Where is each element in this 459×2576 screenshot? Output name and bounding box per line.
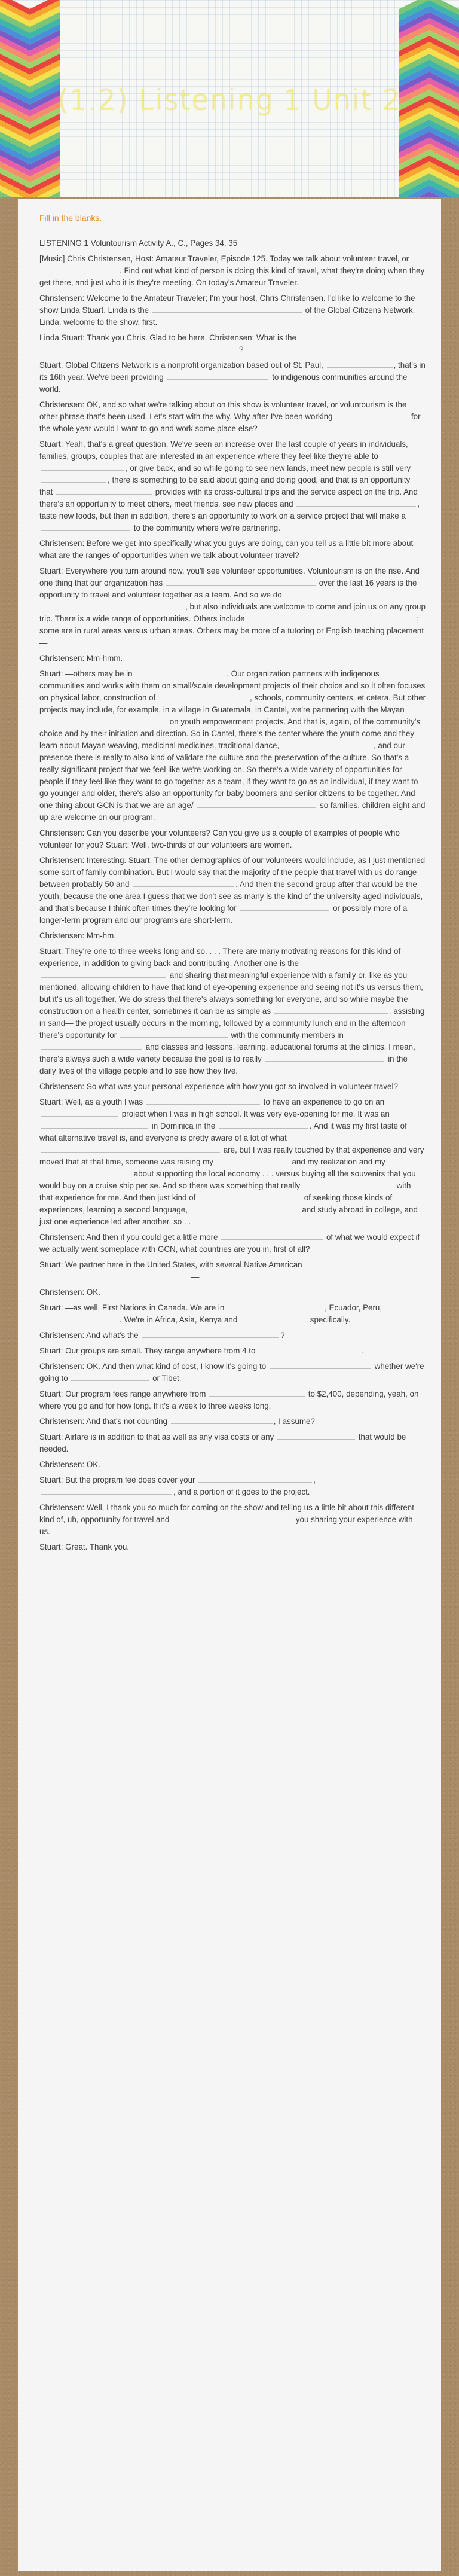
transcript-text: . Find out what kind of person is doing this kind of travel, what they're doing when they get there, and just who it is they're meeting. On today's Amateur Traveler.: [39, 266, 425, 287]
fill-in-blank[interactable]: [173, 1514, 292, 1522]
fill-in-blank[interactable]: [171, 1416, 273, 1424]
transcript-text: with the community members in: [228, 1031, 344, 1039]
transcript-paragraph: [39, 538, 426, 562]
transcript-text: Stuart: We partner here in the United States, with several Native American: [39, 1260, 302, 1269]
transcript-paragraph: [39, 1541, 426, 1553]
fill-in-blank[interactable]: [159, 692, 249, 700]
fill-in-blank[interactable]: [41, 1041, 142, 1050]
fill-in-blank[interactable]: [41, 1144, 220, 1153]
transcript-text: ; some are in rural areas versus urban areas. Others may be more of a tutoring or English teaching placement—: [39, 614, 424, 647]
fill-in-blank[interactable]: [71, 1373, 149, 1381]
transcript-text: . Our organization partners with indigenous communities and works with them on small/scale development projects of their choice and so it often focuses on physical labor, construction of: [39, 669, 426, 702]
transcript-paragraph: [39, 253, 426, 289]
transcript-text: Christensen: OK.: [39, 1288, 100, 1297]
transcript-text: you sharing your experience with us.: [39, 1515, 413, 1536]
fill-in-blank[interactable]: [219, 1120, 308, 1129]
transcript-text: to indigenous communities around the world.: [39, 373, 408, 394]
transcript-text: , and a portion of it goes to the project.: [173, 1487, 310, 1496]
fill-in-blank[interactable]: [191, 1204, 299, 1212]
transcript-text: Stuart: Our groups are small. They range anywhere from 4 to: [39, 1346, 258, 1355]
transcript-text: and study abroad in college, and just one experience led after another, so . .: [39, 1205, 418, 1226]
transcript-text: , taste new foods, but then in addition, there's an opportunity to work on a service project that will make a: [39, 499, 420, 520]
fill-in-blank[interactable]: [41, 1108, 118, 1117]
fill-in-blank[interactable]: [209, 1388, 305, 1397]
transcript-text: Christensen: Before we get into specifically what you guys are doing, can you tell us a little bit more about what are the ranges of opportunities when we talk about volunteer travel?: [39, 539, 414, 560]
transcript-text: Stuart: They're one to three weeks long and so. . . . There are many motivating reasons for this kind of experience, in addition to giving back and contributing. Another one is the: [39, 947, 401, 968]
transcript-text: of the Global Citizens Network. Linda, welcome to the show, first.: [39, 306, 415, 327]
transcript-paragraph: [39, 827, 426, 851]
transcript-paragraph: [39, 1459, 426, 1471]
transcript-text: Christensen: Can you describe your volunteers? Can you give us a couple of examples of people who volunteer for you? Stuart: Well, two-thirds of our volunteers are women.: [39, 828, 400, 849]
fill-in-blank[interactable]: [41, 970, 166, 978]
transcript-text: , assisting in sand— the project usually occurs in the morning, followed by a community lunch and in the afternoon there's opportunity for: [39, 1007, 425, 1039]
fill-in-blank[interactable]: [304, 1180, 393, 1188]
fill-in-blank[interactable]: [56, 486, 152, 495]
fill-in-blank[interactable]: [270, 1361, 371, 1369]
transcript-text: and classes and lessons, learning, educational forums at the clinics. I mean, there's always such a wide variety because the goal is to really: [39, 1042, 415, 1063]
transcript-paragraph: [39, 565, 426, 649]
fill-in-blank[interactable]: [133, 879, 234, 887]
transcript-text: provides with its cross-cultural trips and the service aspect on the trip. And there's an opportunity to meet others, meet friends, see new places and: [39, 487, 418, 508]
transcript-text: Stuart: Great. Thank you.: [39, 1542, 130, 1551]
transcript-text: or possibly more of a longer-term program and our programs are short-term.: [39, 904, 408, 925]
transcript-text: Stuart: Yeah, that's a great question. We've seen an increase over the last couple of years in individuals, families, groups, couples that are interested in an experience where they feel like they're able to: [39, 440, 408, 461]
transcript-paragraph: [39, 1431, 426, 1455]
transcript-text: and sharing that meaningful experience with a family or, like as you mentioned, allowing children to have that kind of eye-opening experience and seeing not it's us versus them, but it's us all together. We do stress that there's always something for everyone, and so while maybe the construction on a health center, sometimes it can be as simple as: [39, 971, 423, 1016]
transcript-text: Linda Stuart: Thank you Chris. Glad to be here. Christensen: What is the: [39, 333, 296, 342]
fill-in-blank[interactable]: [197, 800, 316, 808]
transcript-text: Christensen: And that's not counting: [39, 1417, 170, 1426]
transcript-text: , schools, community centers, et cetera. But other projects may include, for example, in a village in Guatemala, in Cantel, we're partnering with the Mayan: [39, 693, 426, 714]
fill-in-blank[interactable]: [41, 1168, 130, 1176]
transcript-text: and my realization and my: [289, 1157, 385, 1166]
fill-in-blank[interactable]: [199, 1192, 301, 1200]
transcript-text: to have an experience to go on an: [261, 1098, 385, 1106]
fill-in-blank[interactable]: [41, 474, 106, 483]
transcript-paragraph: [39, 399, 426, 435]
fill-in-blank[interactable]: [146, 1096, 260, 1105]
fill-in-blank[interactable]: [167, 371, 268, 380]
fill-in-blank[interactable]: [327, 359, 393, 368]
transcript-text: to $2,400, depending, yeah, on where you go and for how long. If it's a week to three weeks long.: [39, 1389, 419, 1410]
fill-in-blank[interactable]: [41, 1486, 172, 1495]
transcript-paragraph: [39, 668, 426, 824]
fill-in-blank[interactable]: [241, 1314, 307, 1322]
transcript-text: Christensen: Interesting. Stuart: The other demographics of our volunteers would include, as I just mentioned some sort of family combination. But I would say that the majority of the people that travel with us do range between probably 50 and: [39, 856, 426, 889]
transcript-paragraph: [39, 1081, 426, 1093]
transcript-text: of seeking those kinds of experiences, learning a second language,: [39, 1193, 393, 1214]
instructions: Fill in the blanks.: [39, 213, 102, 222]
transcript-text: Christensen: So what was your personal experience with how you got so involved in volunteer travel?: [39, 1082, 398, 1091]
transcript-text: specifically.: [308, 1315, 351, 1324]
fill-in-blank[interactable]: [142, 1330, 279, 1338]
transcript-text: or Tibet.: [150, 1374, 182, 1383]
fill-in-blank[interactable]: [41, 1120, 148, 1129]
transcript-text: Christensen: Well, I thank you so much for coming on the show and telling us a little bit about this different kind of, uh, opportunity for travel and: [39, 1503, 414, 1524]
transcript-paragraph: [39, 292, 426, 328]
transcript-text: .: [362, 1346, 364, 1355]
header-banner: [0, 0, 459, 197]
transcript-text: , that's in its 16th year. We've been providing: [39, 361, 426, 382]
fill-in-blank[interactable]: [120, 1029, 228, 1038]
transcript-text: ?: [280, 1331, 285, 1340]
transcript-text: Stuart: —as well, First Nations in Canada. We are in: [39, 1303, 227, 1312]
fill-in-blank[interactable]: [41, 522, 130, 531]
transcript-text: Stuart: But the program fee does cover your: [39, 1476, 198, 1484]
transcript-text: whether we're going to: [39, 1362, 424, 1383]
transcript-paragraph: [39, 1416, 426, 1428]
transcript-paragraph: [39, 1231, 426, 1255]
transcript-paragraph: [39, 930, 426, 942]
transcript-text: . We're in Africa, Asia, Kenya and: [120, 1315, 240, 1324]
transcript-text: Christensen: Welcome to the Amateur Traveler; I'm your host, Chris Christensen. I'd like to welcome to the show Linda Stuart. Linda is the: [39, 294, 415, 315]
fill-in-blank[interactable]: [296, 498, 416, 507]
transcript-text: Christensen: Mm-hm.: [39, 931, 116, 940]
fill-in-blank[interactable]: [41, 462, 124, 471]
transcript-paragraph: [39, 1502, 426, 1538]
transcript-text: over the last 16 years is the opportunity to travel and volunteer together as a team. And so we do: [39, 578, 417, 599]
fill-in-blank[interactable]: [221, 1231, 323, 1240]
transcript-paragraph: [39, 1096, 426, 1228]
transcript-text: Christensen: Mm-hmm.: [39, 654, 123, 663]
transcript-paragraph: [39, 1388, 426, 1412]
transcript-text: with that experience for me. And then just kind of: [39, 1181, 411, 1202]
transcript-paragraph: [39, 1302, 426, 1326]
transcript-text: Christensen: OK. And then what kind of cost, I know it's going to: [39, 1362, 268, 1371]
fill-in-blank[interactable]: [136, 668, 225, 676]
transcript-paragraph: [39, 1474, 426, 1498]
transcript-text: , but also individuals are welcome to come and join us on any group trip. There is a wide range of opportunities. Others include: [39, 602, 426, 623]
transcript-text: Christensen: And what's the: [39, 1331, 141, 1340]
fill-in-blank[interactable]: [265, 1053, 384, 1062]
fill-in-blank[interactable]: [166, 577, 316, 586]
transcript-paragraph: [39, 1345, 426, 1357]
worksheet-card: [18, 199, 441, 2571]
transcript-paragraph: [39, 1361, 426, 1385]
transcript-text: Christensen: OK.: [39, 1460, 100, 1469]
transcript-text: Stuart: Everywhere you turn around now, you'll see volunteer opportunities. Voluntourism is on the rise. And one thing that our organization has: [39, 566, 420, 587]
transcript-paragraph: [39, 946, 426, 1077]
transcript-text: Stuart: Airfare is in addition to that as well as any visa costs or any: [39, 1432, 276, 1441]
fill-in-blank[interactable]: [41, 716, 166, 724]
transcript-text: on youth empowerment projects. And that is, again, of the community's choice and by their initiation and direction. So in Cantel, there's the center where the youth come and they learn about Mayan weaving, medicinal medicines, traditional dance,: [39, 717, 421, 750]
fill-in-blank[interactable]: [277, 1431, 355, 1440]
transcript-text: Stuart: Global Citizens Network is a nonprofit organization based out of St. Paul,: [39, 361, 326, 370]
fill-in-blank[interactable]: [41, 601, 184, 609]
transcript-text: LISTENING 1 Voluntourism Activity A., C., Pages 34, 35: [39, 239, 238, 248]
transcript-text: project when I was in high school. It was very eye-opening for me. It was an: [120, 1109, 390, 1118]
transcript-text: —: [191, 1272, 200, 1281]
transcript-paragraph: [39, 332, 426, 356]
fill-in-blank[interactable]: [152, 304, 302, 313]
transcript-text: Stuart: —others may be in: [39, 669, 135, 678]
fill-in-blank[interactable]: [198, 1474, 312, 1483]
transcript-text: of what we would expect if we actually went someplace with GCN, what countries are you in, first of all?: [39, 1233, 420, 1254]
transcript-text: [Music] Chris Christensen, Host: Amateur Traveler, Episode 125. Today we talk about volunteer travel, or: [39, 254, 409, 263]
page-title: (1.2) Listening 1 Unit 2: [57, 84, 402, 116]
transcript: [39, 237, 426, 1553]
transcript-text: , there is something to be said about going and doing good, and that is an opportunity that: [39, 475, 411, 496]
transcript-paragraph: [39, 237, 426, 249]
transcript-text: Christensen: OK, and so what we're talking about on this show is volunteer travel, or voluntourism is the other phrase that's been used. Let's start with the why. Why after I've been working: [39, 400, 407, 421]
transcript-text: , Ecuador, Peru,: [325, 1303, 382, 1312]
fill-in-blank[interactable]: [240, 903, 329, 911]
transcript-text: , and our presence there is really to also kind of validate the culture and the preservation of the culture. So that's a really significant project that we feel like we're working on. So there's a wide variety of opportunities for people if they feel like they want to go together as a team, if they want to go as an individual, if they want to go younger and older, there's also an opportunity for baby boomers and senior citizens to be together. And one thing about GCN is that we are an age/: [39, 741, 418, 810]
transcript-text: Stuart: Our program fees range anywhere from: [39, 1389, 209, 1398]
fill-in-blank[interactable]: [41, 344, 238, 352]
transcript-paragraph: [39, 855, 426, 926]
transcript-text: Christensen: And then if you could get a little more: [39, 1233, 221, 1242]
transcript-text: that would be needed.: [39, 1432, 406, 1453]
fill-in-blank[interactable]: [217, 1156, 289, 1164]
transcript-paragraph: [39, 359, 426, 395]
transcript-text: , I assume?: [273, 1417, 315, 1426]
transcript-text: ?: [239, 345, 244, 354]
fill-in-blank[interactable]: [41, 1271, 190, 1279]
transcript-paragraph: [39, 1330, 426, 1342]
fill-in-blank[interactable]: [259, 1345, 360, 1353]
fill-in-blank[interactable]: [228, 1302, 323, 1310]
transcript-text: to the community where we're partnering.: [131, 523, 280, 532]
transcript-paragraph: [39, 653, 426, 664]
transcript-text: for the whole year would I want to go and work some place else?: [39, 412, 421, 433]
transcript-text: in the daily lives of the village people and to see how they live.: [39, 1054, 408, 1075]
transcript-text: in Dominica in the: [149, 1121, 218, 1130]
transcript-paragraph: [39, 1259, 426, 1283]
transcript-text: Stuart: Well, as a youth I was: [39, 1098, 145, 1106]
fill-in-blank[interactable]: [41, 1314, 118, 1322]
transcript-text: , or give back, and so while going to see new lands, meet new people is still very: [126, 464, 411, 472]
transcript-text: . And then the second group after that would be the youth, because the one area I guess that we don't see as many is the kind of the university-aged individuals, and that's because I think often times they're looking for: [39, 880, 423, 913]
fill-in-blank[interactable]: [274, 1005, 388, 1014]
transcript-text: so families, children eight and up are welcome on our program.: [39, 801, 426, 822]
fill-in-blank[interactable]: [41, 265, 118, 273]
fill-in-blank[interactable]: [248, 613, 415, 621]
transcript-text: . And it was my first taste of what alternative travel is, and everyone is pretty aware of a lot of what: [39, 1121, 407, 1142]
fill-in-blank[interactable]: [336, 411, 408, 419]
transcript-paragraph: [39, 438, 426, 534]
fill-in-blank[interactable]: [283, 740, 372, 748]
transcript-text: about supporting the local economy . . . versus buying all the souvenirs that you would buy on a cruise ship per se. And so there was something that really: [39, 1169, 416, 1190]
transcript-paragraph: [39, 1287, 426, 1298]
transcript-text: are, but I was really touched by that experience and very moved that at that time, someone was raising my: [39, 1145, 424, 1166]
transcript-text: ,: [313, 1476, 316, 1484]
